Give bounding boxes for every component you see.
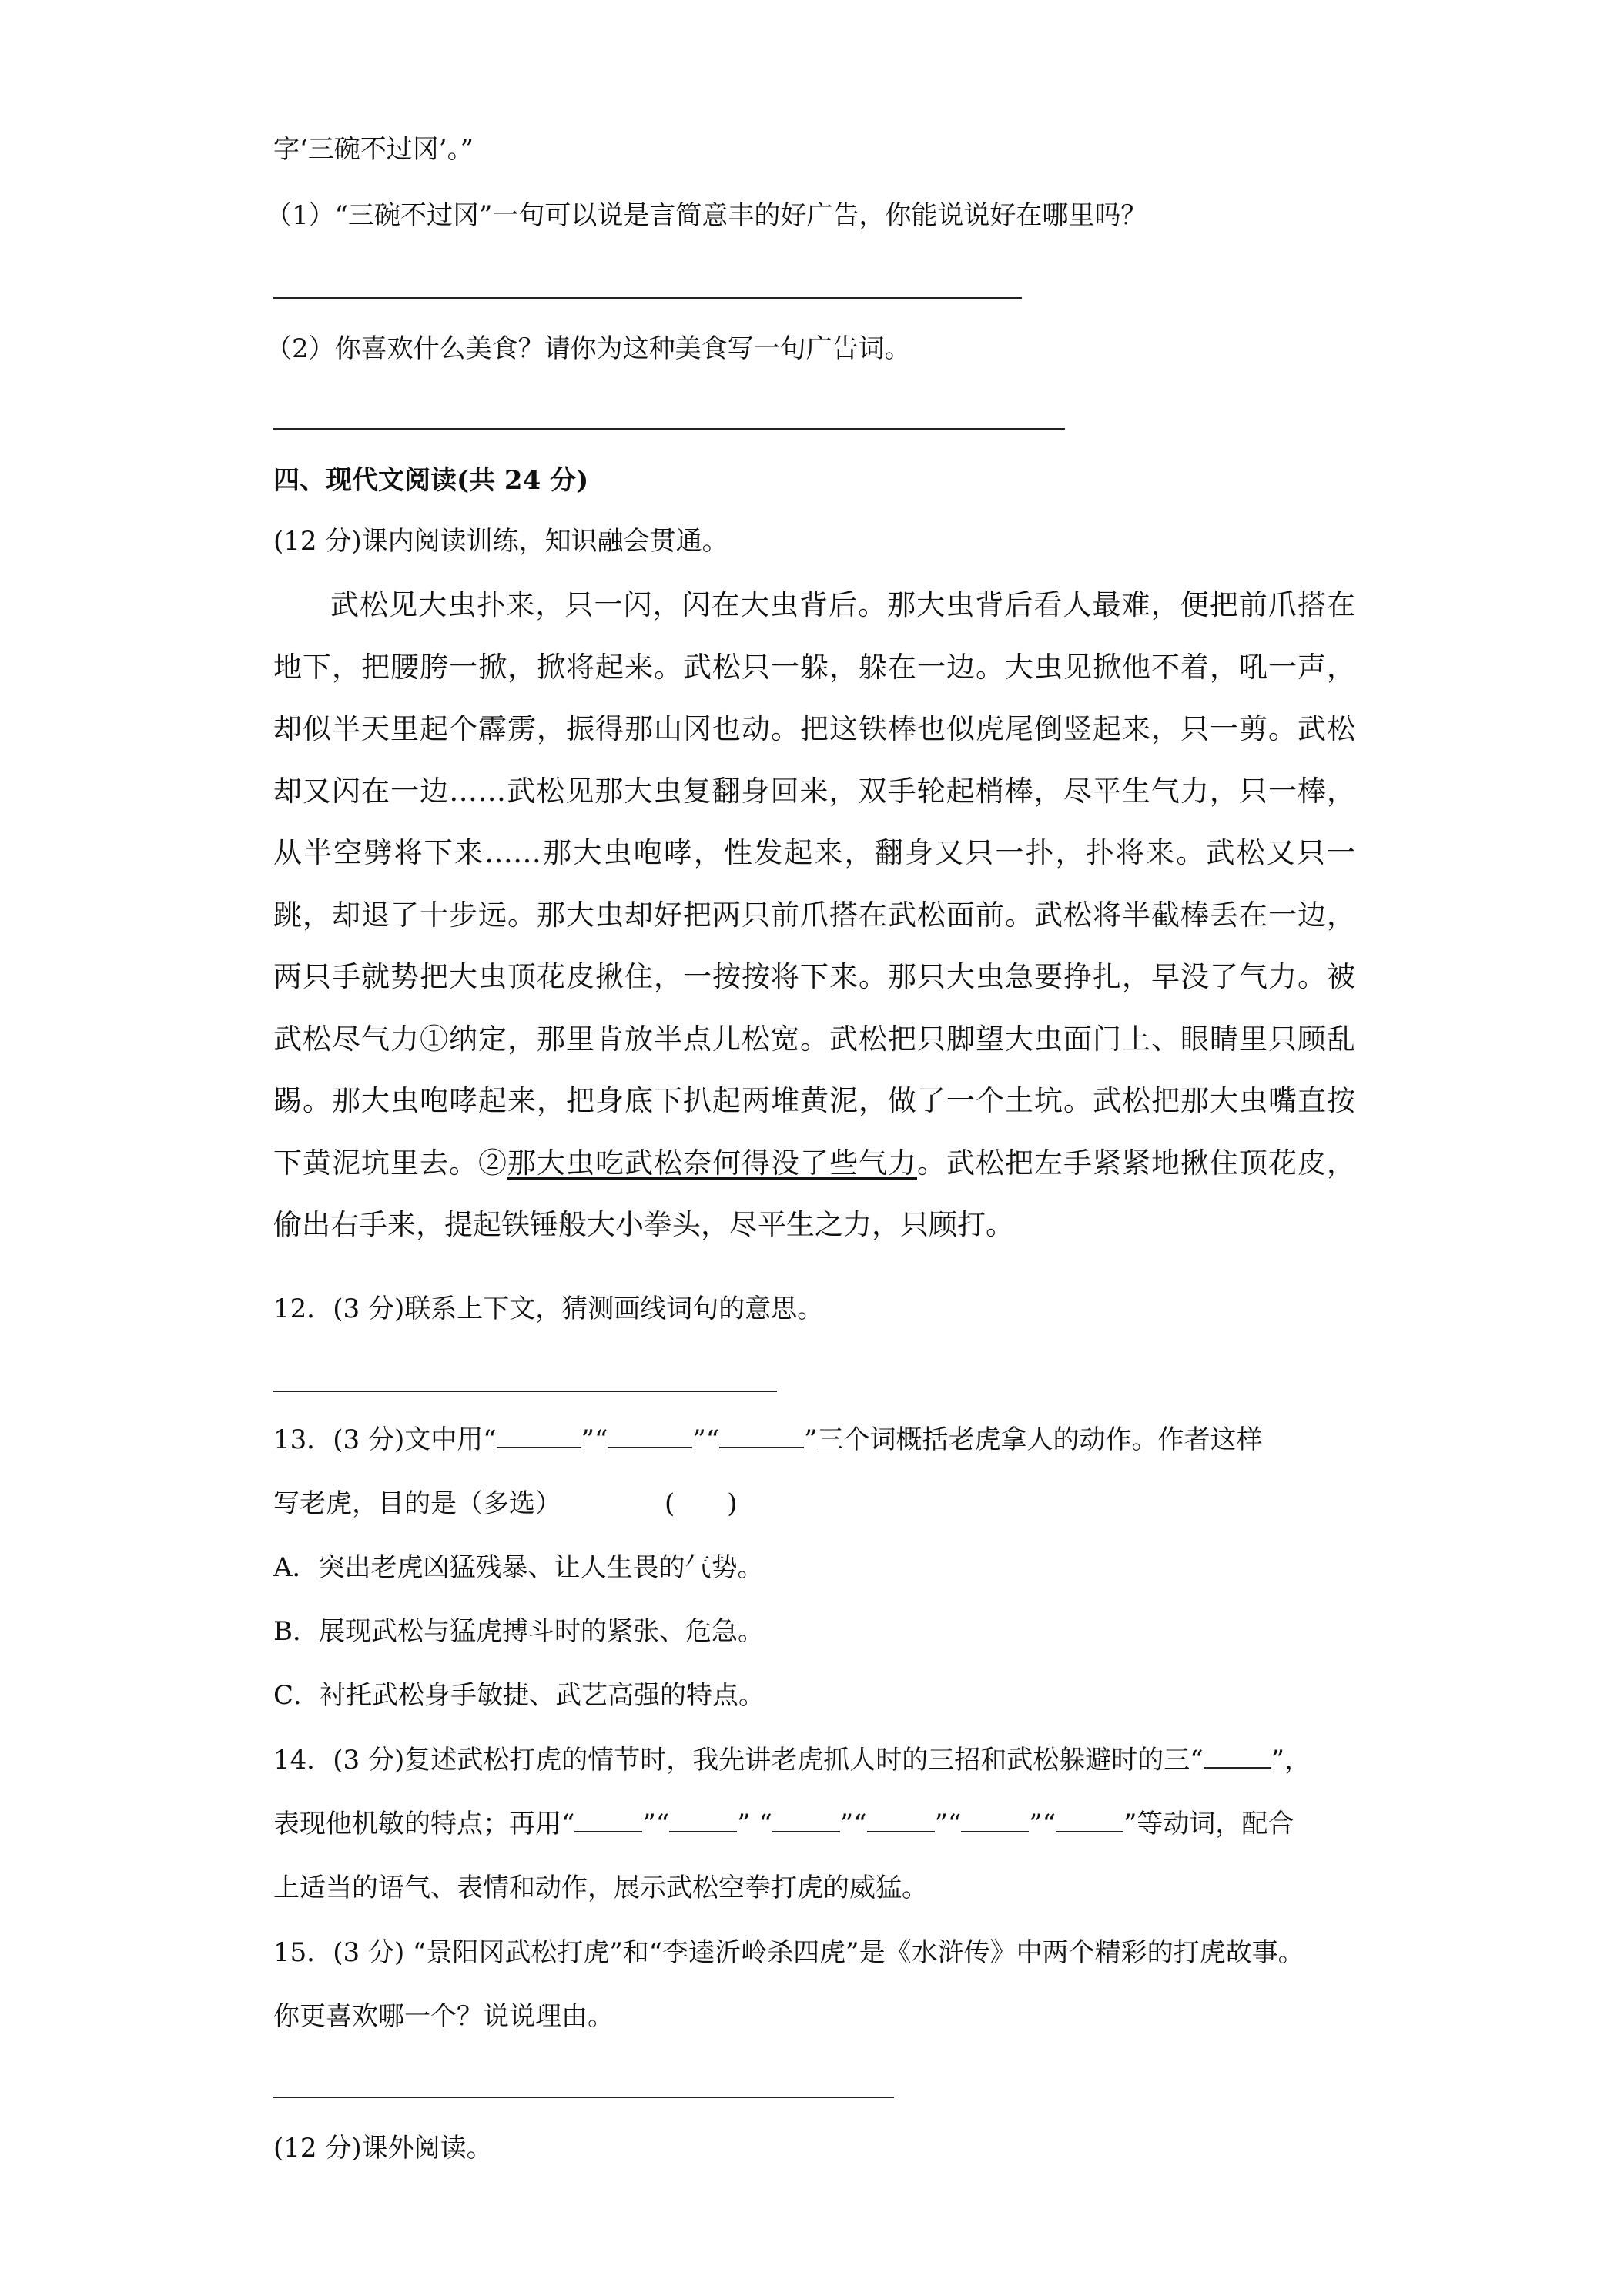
answer-line-q12[interactable] [273, 1391, 777, 1392]
q13-option-c[interactable]: C．衬托武松身手敏捷、武艺高强的特点。 [273, 1680, 765, 1711]
q13-prefix: 13．(3 分)文中用“ [273, 1424, 497, 1455]
underlined-phrase: 那大虫吃武松奈何得没了些气力 [507, 1146, 917, 1180]
q14-prefix: 14．(3 分)复述武松打虎的情节时，我先讲老虎抓人时的三招和武松躲避时的三“ [273, 1745, 1204, 1776]
q14-sep-4: ”“ [934, 1809, 962, 1839]
q14-sep-2: ” “ [737, 1809, 772, 1839]
ad-question-1: （1）“三碗不过冈”一句可以说是言简意丰的好广告，你能说说好在哪里吗？ [266, 200, 1147, 231]
section-title: 四、现代文阅读(共 24 分) [273, 465, 589, 496]
q14-line2-prefix: 表现他机敏的特点；再用“ [273, 1809, 575, 1839]
q13-option-a[interactable]: A．突出老虎凶猛残暴、让人生畏的气势。 [273, 1552, 764, 1583]
q14-blank-4[interactable] [772, 1808, 840, 1832]
q14-blank-7[interactable] [1056, 1808, 1123, 1832]
answer-line-q15[interactable] [273, 2097, 894, 2098]
question-12: 12．(3 分)联系上下文，猜测画线词句的意思。 [273, 1294, 824, 1324]
q13-option-b[interactable]: B．展现武松与猛虎搏斗时的紧张、危急。 [273, 1616, 764, 1647]
question-14-line3: 上适当的语气、表情和动作，展示武松空拳打虎的威猛。 [273, 1873, 928, 1903]
q14-blank-2[interactable] [574, 1808, 642, 1832]
question-14 [273, 1743, 1311, 1777]
question-15: 15．(3 分) “景阳冈武松打虎”和“李逵沂岭杀四虎”是《水浒传》中两个精彩的打虎故事。 [273, 1937, 1304, 1968]
q13-blank-2[interactable] [608, 1424, 692, 1448]
ad-question-2: （2）你喜欢什么美食？请你为这种美食写一句广告词。 [266, 333, 911, 364]
q14-blank-6[interactable] [961, 1808, 1029, 1832]
q14-blank-5[interactable] [867, 1808, 935, 1832]
q14-sep-5: ”“ [1029, 1809, 1056, 1839]
answer-line-ad-2[interactable] [273, 428, 1065, 430]
q14-sep-3: ”“ [839, 1809, 867, 1839]
q13-line2: 写老虎，目的是（多选） [273, 1488, 561, 1519]
q13-suffix: ”三个词概括老虎拿人的动作。作者这样 [804, 1424, 1263, 1455]
answer-line-ad-1[interactable] [273, 297, 1022, 299]
reading2-header: (12 分)课外阅读。 [273, 2133, 493, 2164]
reading1-header: (12 分)课内阅读训练，知识融会贯通。 [273, 526, 728, 557]
reading-passage [273, 574, 1355, 1257]
question-14-line2 [273, 1807, 1294, 1841]
passage-text-2: 。武松把左手紧紧地揪住顶花皮，偷出右手来，提起铁锤般大小拳头，尽平生之力，只顾打。 [273, 1146, 1355, 1241]
q14-sep-1: ”“ [642, 1809, 670, 1839]
question-13-line2 [273, 1487, 738, 1521]
question-15-line2: 你更喜欢哪一个？说说理由。 [273, 2001, 614, 2032]
q13-sep-1: ”“ [581, 1424, 608, 1455]
q14-blank-3[interactable] [669, 1808, 737, 1832]
passage-text-1: 武松见大虫扑来，只一闪，闪在大虫背后。那大虫背后看人最难，便把前爪搭在地下，把腰胯一掀，掀将起来。武松只一躲，躲在一边。大虫见掀他不着，吼一声，却似半天里起个霹雳，振得那山冈也动。把这铁棒也似虎尾倒竖起来，只一剪。武松却又闪在一边……武松见那大虫复翻身回来，双手轮起梢棒，尽平生气力，只一棒，从半空劈将下来……那大虫咆哮，性发起来，翻身又只一扑，扑将来。武松又只一跳，却退了十步远。那大虫却好把两只前爪搭在武松面前。武松将半截棒丢在一边，两只手就势把大虫顶花皮揪住，一按按将下来。那只大虫急要挣扎，早没了气力。被武松尽气力①纳定，那里肯放半点儿松宽。武松把只脚望大虫面门上、眼睛里只顾乱踢。那大虫咆哮起来，把身底下扒起两堆黄泥，做了一个土坑。武松把那大虫嘴直按下黄泥坑里去。② [273, 588, 1355, 1180]
intro-text: 字‘三碗不过冈’。” [273, 134, 474, 165]
q13-sep-2: ”“ [692, 1424, 720, 1455]
q13-blank-1[interactable] [497, 1424, 581, 1448]
q14-line2-suffix: ”等动词，配合 [1123, 1809, 1294, 1839]
q13-blank-3[interactable] [719, 1424, 804, 1448]
q14-close: ”， [1271, 1745, 1311, 1776]
q13-answer-paren[interactable]: ( ) [665, 1488, 738, 1519]
q14-blank-1[interactable] [1204, 1744, 1271, 1769]
question-13 [273, 1423, 1263, 1457]
